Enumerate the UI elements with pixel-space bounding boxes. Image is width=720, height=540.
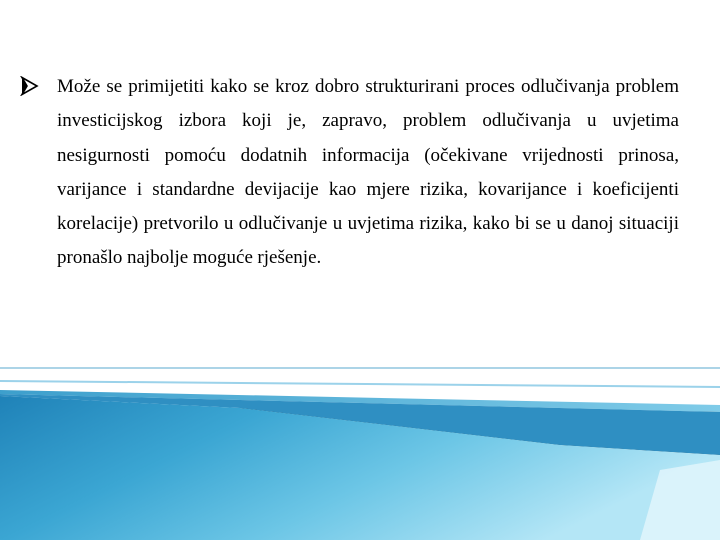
footer-decoration — [0, 360, 720, 540]
arrowhead-bullet-icon — [20, 76, 40, 96]
bullet-text: Može se primijetiti kako se kroz dobro strukturirani proces odlučivanja problem investicijskog izbora koji je, zapravo, problem odlučivanja u uvjetima nesigurnosti pomoću dodatnih informacija (očekivane vrijednosti prinosa, varijance i standardne devijacije kao mjere rizika, kovarijance i koeficijenti korelacije) pretvorilo u odlučivanje u uvjetima rizika, kako bi se u danoj situaciji pronašlo najbolje moguće rješenje. — [57, 76, 679, 269]
bullet-item — [20, 70, 680, 276]
thin-band — [0, 380, 720, 388]
